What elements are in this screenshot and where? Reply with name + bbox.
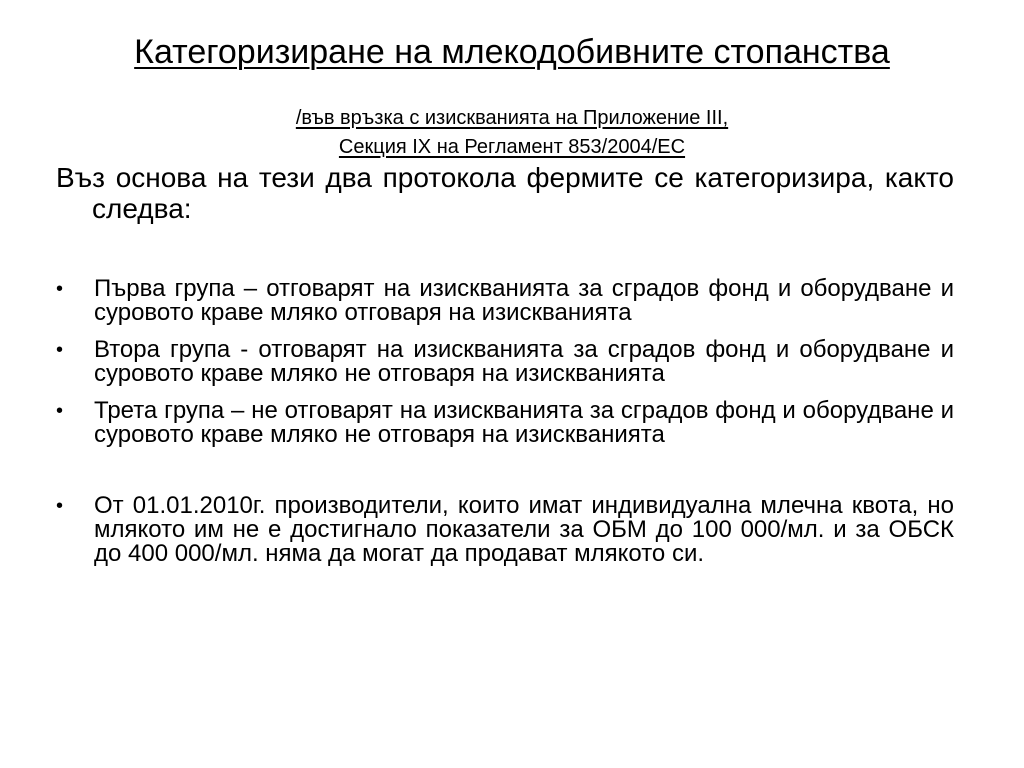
bullet-icon: •: [56, 400, 64, 422]
subtitle-line-1: /във връзка с изискванията на Приложение III,: [295, 107, 729, 129]
bullet-text: Първа група – отговарят на изискванията за сградов фонд и оборудване и суровото краве мляко отговаря на изискванията: [94, 275, 954, 326]
slide-title: Категоризиране на млекодобивните стопанства: [134, 33, 890, 71]
bullet-icon: •: [56, 495, 64, 517]
intro-text: Въз основа на тези два протокола фермите се категоризира, както следва:: [56, 162, 954, 224]
bullet-item-4: [56, 494, 954, 566]
bullet-icon: •: [56, 278, 64, 300]
bullet-text: От 01.01.2010г. производители, които имат индивидуална млечна квота, но млякото им не е достигнало показатели за ОБМ до 100 000/мл. и за ОБСК до 400 000/мл. няма да могат да продават млякото си.: [94, 492, 954, 567]
bullet-icon: •: [56, 339, 64, 361]
slide-subtitle: [40, 104, 984, 162]
bullet-item-1: [56, 277, 954, 325]
subtitle-line-2: Секция IX на Регламент 853/2004/ЕС: [338, 136, 686, 158]
bullet-item-3: [56, 399, 954, 447]
bullet-text: Трета група – не отговарят на изискванията за сградов фонд и оборудване и суровото краве мляко не отговаря на изискванията: [94, 397, 954, 448]
bullet-text: Втора група - отговарят на изискванията за сградов фонд и оборудване и суровото краве мляко не отговаря на изискванията: [94, 336, 954, 387]
bullet-item-2: [56, 338, 954, 386]
